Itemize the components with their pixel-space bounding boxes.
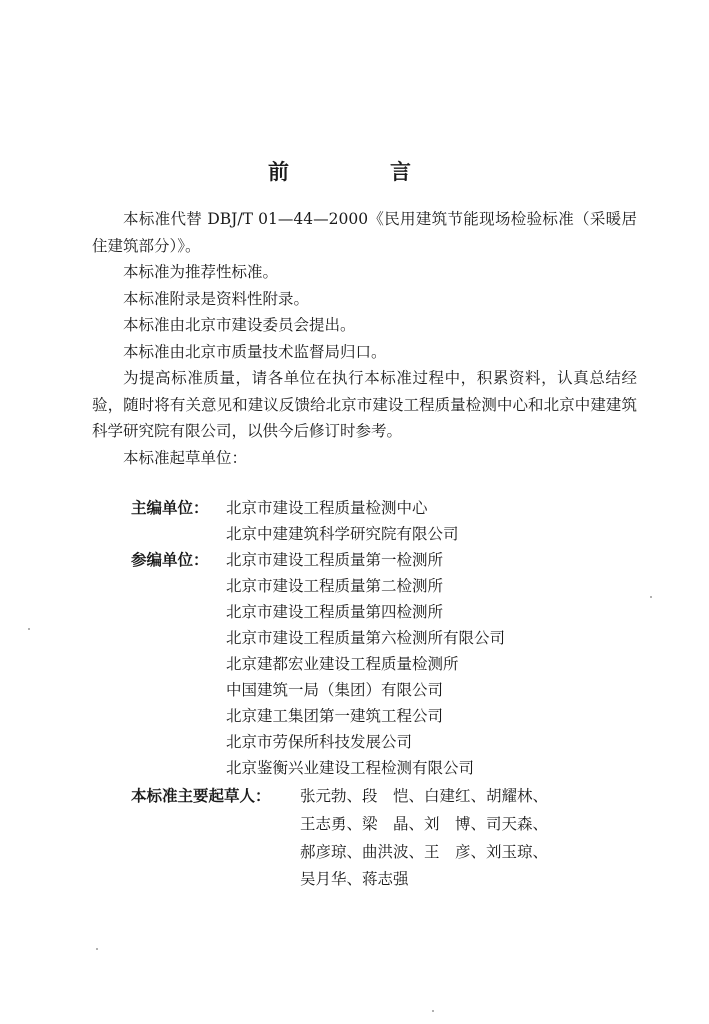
participant-unit: 北京市建设工程质量第六检测所有限公司 — [226, 629, 506, 647]
chief-editor-label-text: 主编单位： — [131, 498, 209, 517]
chief-editor-label — [131, 495, 209, 522]
paragraph-proposed-by: 本标准由北京市建设委员会提出。 — [123, 316, 356, 334]
chief-editor-unit: 北京市建设工程质量检测中心 — [226, 499, 428, 517]
paragraph-recommended: 本标准为推荐性标准。 — [123, 263, 279, 281]
chief-editor-unit: 北京中建建筑科学研究院有限公司 — [226, 525, 459, 543]
drafters-line: 郝彦琼、曲洪波、王 彦、刘玉琼、 — [300, 843, 549, 861]
participant-unit: 北京市建设工程质量第二检测所 — [226, 577, 444, 595]
participant-unit: 北京建工集团第一建筑工程公司 — [226, 707, 444, 725]
drafters-line: 吴月华、蒋志强 — [300, 870, 409, 888]
paragraph-feedback: 为提高标准质量，请各单位在执行本标准过程中，积累资料，认真总结经验，随时将有关意见和建议反馈给北京市建设工程质量检测中心和北京中建建筑科学研究院有限公司，以供今后修订时参考。 — [92, 369, 637, 440]
scan-speck — [650, 596, 652, 598]
paragraph-replaces: 本标准代替 DBJ/T 01—44—2000《民用建筑节能现场检验标准（采暖居住建筑部分）》。 — [92, 210, 637, 255]
drafters-label-text: 本标准主要起草人： — [131, 786, 271, 805]
scan-speck — [96, 948, 98, 950]
drafters-label — [131, 783, 271, 810]
participant-unit: 北京建都宏业建设工程质量检测所 — [226, 655, 459, 673]
scan-speck — [432, 1010, 434, 1012]
preface-body — [92, 206, 637, 471]
participants-label — [131, 547, 209, 574]
page-title: 前 言 — [268, 159, 451, 184]
scan-speck — [28, 628, 30, 630]
drafters-line: 张元勃、段 恺、白建红、胡耀林、 — [300, 787, 549, 805]
paragraph-managed-by: 本标准由北京市质量技术监督局归口。 — [123, 342, 387, 361]
participant-unit: 北京市劳保所科技发展公司 — [226, 733, 413, 751]
participant-unit: 北京鉴衡兴业建设工程检测有限公司 — [226, 759, 475, 777]
paragraph-drafting-units-intro: 本标准起草单位： — [123, 448, 248, 467]
drafters-line: 王志勇、梁 晶、刘 博、司天森、 — [300, 815, 549, 833]
paragraph-appendix: 本标准附录是资料性附录。 — [123, 289, 310, 308]
participant-unit: 中国建筑一局（集团）有限公司 — [226, 681, 444, 699]
participant-unit: 北京市建设工程质量第一检测所 — [226, 551, 444, 569]
participants-label-text: 参编单位： — [131, 550, 209, 569]
participant-unit: 北京市建设工程质量第四检测所 — [226, 603, 444, 621]
